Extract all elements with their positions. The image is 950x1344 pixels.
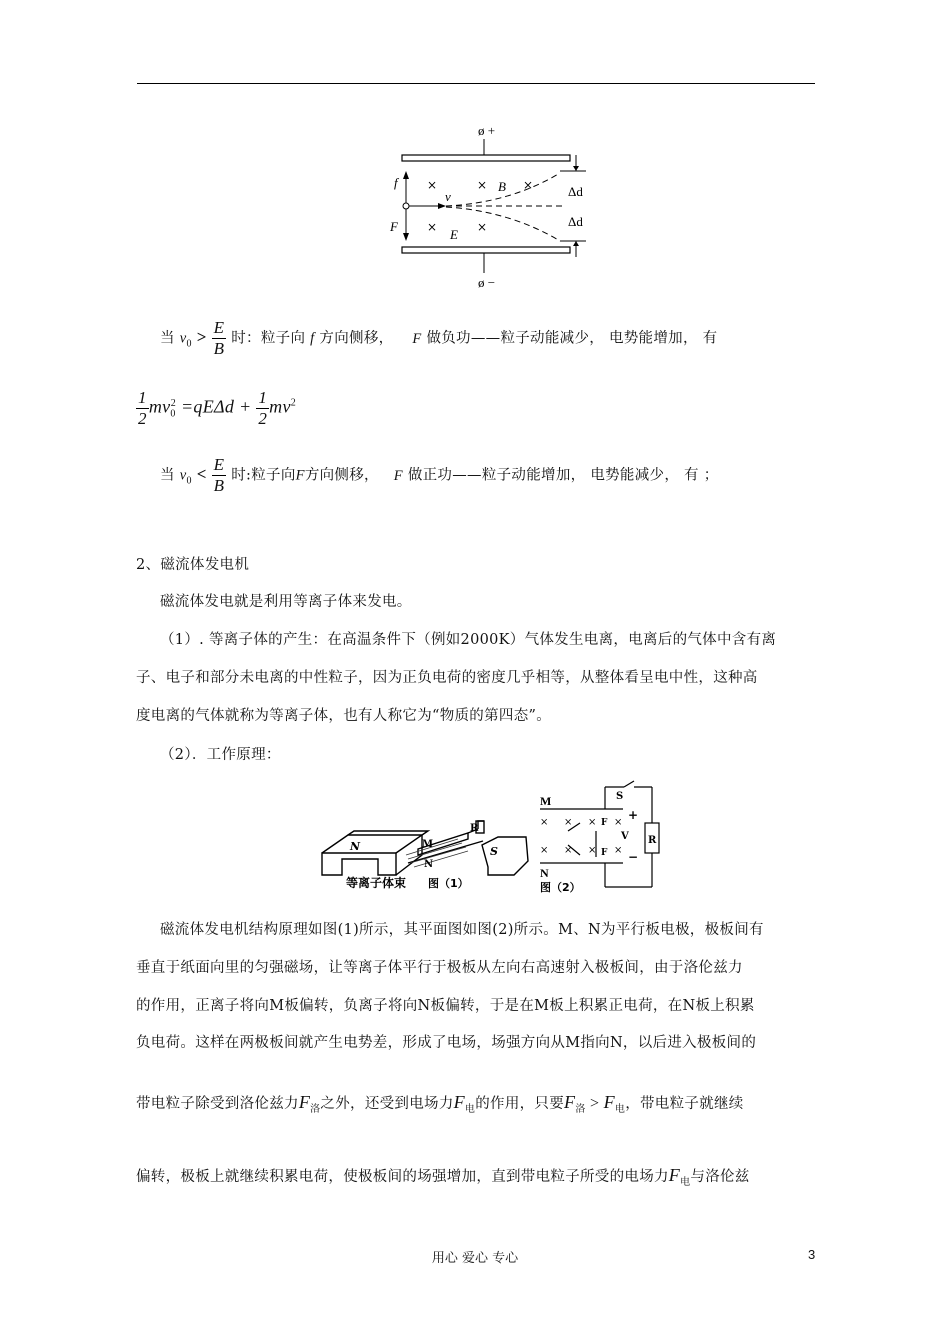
- header-rule: [137, 83, 815, 84]
- paragraph-line: 子、电子和部分未电离的中性粒子，因为正负电荷的密度几乎相等，从整体看呈电中性，这种高: [136, 670, 758, 686]
- section-heading: 2、磁流体发电机: [136, 557, 250, 573]
- plate-bottom-label: ø −: [478, 275, 496, 290]
- cross-mark: ×: [427, 220, 438, 234]
- case2-fraction: $\frac{E}{B}$: [213, 455, 225, 495]
- case1-fraction: $\frac{E}{B}$: [213, 318, 225, 358]
- cross-mark: ×: [477, 178, 488, 192]
- force-F-label: F: [390, 219, 398, 234]
- force-f-label: f: [394, 175, 398, 190]
- plate-n-label: N: [424, 859, 434, 870]
- magnet-s-label: S: [490, 845, 498, 858]
- case1-line: 当 $v_0$ > $\frac{E}{B}$ 时：粒子向 f 方向侧移， F 做负功——粒子动能减少， 电势能增加， 有: [160, 318, 718, 358]
- subsection-heading: （2）．工作原理：: [160, 747, 281, 763]
- cross-mark: ×: [588, 845, 597, 856]
- case1-operator: >: [196, 327, 207, 347]
- case1-v: v: [179, 330, 187, 347]
- cross-mark: ×: [614, 817, 623, 828]
- delta-d-bottom: Δd: [568, 214, 583, 229]
- fig2-resistor-r: R: [648, 835, 657, 846]
- plate-top-label: ø +: [478, 123, 496, 138]
- fig2-force-lorentz: F: [601, 848, 608, 858]
- fig2-velocity: V: [621, 831, 629, 842]
- cross-mark: ×: [564, 845, 573, 856]
- case2-operator: <: [196, 464, 207, 484]
- cross-mark: ×: [614, 845, 623, 856]
- fig2-plate-m: M: [540, 794, 552, 808]
- resistor-r-label: R: [470, 823, 479, 834]
- paragraph-line: 的作用，正离子将向M板偏转，负离子将向N板偏转，于是在M板上积累正电荷，在N板上积累: [136, 998, 755, 1014]
- case1-v-sub: 0: [186, 338, 192, 350]
- figure1-caption: 图（1）: [428, 877, 469, 890]
- field-B-label: B: [498, 179, 506, 194]
- paragraph-line: （1）. 等离子体的产生：在高温条件下（例如2000K）气体发生电离，电离后的气体中含有离: [160, 632, 777, 648]
- delta-d-top: Δd: [568, 184, 583, 199]
- magnet-n-label: N: [350, 840, 361, 853]
- cross-mark: ×: [523, 178, 534, 192]
- cross-mark: ×: [588, 817, 597, 828]
- mhd-generator-figure: [318, 775, 663, 897]
- figure1-caption-beam: 等离子体束: [346, 876, 407, 890]
- cross-mark: ×: [427, 178, 438, 192]
- paragraph-line: 度电离的气体就称为等离子体，也有人称它为“物质的第四态”。: [136, 708, 552, 724]
- page-number: 3: [808, 1247, 816, 1262]
- velocity-label: v: [445, 189, 451, 204]
- footer-motto: 用心 爱心 专心: [431, 1251, 519, 1266]
- case2-line: 当 $v_0$ < $\frac{E}{B}$ 时:粒子向F方向侧移， F 做正功——粒子动能增加， 电势能减少， 有 ；: [160, 455, 719, 495]
- cross-mark: ×: [540, 817, 549, 828]
- fig2-force-electric: F: [601, 818, 608, 828]
- figure2-caption: 图（2）: [540, 881, 581, 894]
- paragraph-line-balance: 偏转，极板上就继续积累电荷，使极板间的场强增加，直到带电粒子所受的电场力$F_电$与洛伦兹: [136, 1165, 750, 1188]
- paragraph-line: 磁流体发电机结构原理如图(1)所示，其平面图如图(2)所示。M、N为平行板电极，极板间有: [160, 922, 764, 938]
- cross-mark: ×: [540, 845, 549, 856]
- section-intro: 磁流体发电就是利用等离子体来发电。: [160, 594, 412, 610]
- fig2-minus: −: [628, 850, 639, 864]
- fig2-plus: +: [628, 808, 639, 822]
- paragraph-line-forces: 带电粒子除受到洛伦兹力$F_洛$之外，还受到电场力$F_电$的作用，只要$F_洛 > F_电$，带电粒子就继续: [136, 1092, 744, 1115]
- energy-equation: $\frac{1}{2}$ $mv_0^2 =qE\Delta d$ + $\frac{1}{2}$ $mv^2$: [138, 388, 297, 428]
- plate-m-label: M: [422, 839, 434, 850]
- cross-mark: ×: [564, 817, 573, 828]
- velocity-selector-figure: [380, 115, 610, 295]
- case1-prefix: 当: [160, 330, 175, 347]
- fig2-switch-s: S: [616, 791, 624, 802]
- cross-mark: ×: [477, 220, 488, 234]
- field-E-label: E: [450, 227, 458, 242]
- paragraph-line: 垂直于纸面向里的匀强磁场，让等离子体平行于极板从左向右高速射入极板间，由于洛伦兹力: [136, 960, 743, 976]
- plan-view: [540, 781, 659, 887]
- paragraph-line: 负电荷。这样在两极板间就产生电势差，形成了电场，场强方向从M指向N，以后进入极板间的: [136, 1035, 757, 1051]
- fig2-plate-n: N: [540, 866, 549, 880]
